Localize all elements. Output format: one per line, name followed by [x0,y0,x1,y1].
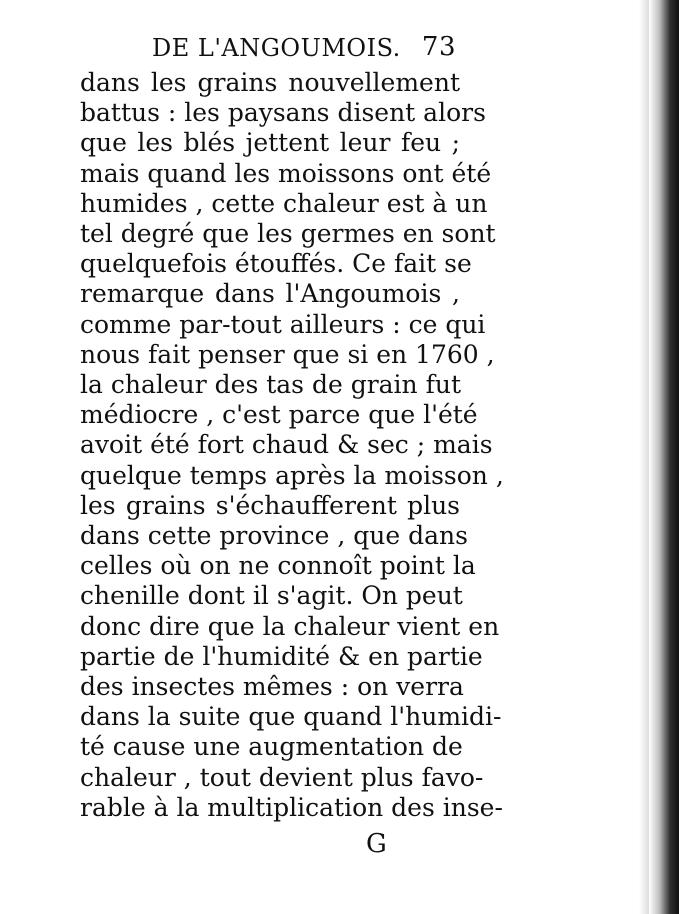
text-line: que les blés jettent leur feu ; [80,128,460,158]
text-line: chaleur , tout devient plus favo- [80,762,484,792]
text-line: médiocre , c'est parce que l'été [80,400,478,430]
page-edge [649,0,679,914]
text-line: mais quand les moissons ont été [80,158,492,188]
text-line: des insectes mêmes : on verra [80,672,464,702]
text-line: quelquefois étouffés. Ce fait se [80,249,472,279]
body-text [80,68,504,823]
text-line: rable à la multiplication des inse- [80,792,503,822]
running-title: DE L'ANGOUMOIS. [152,34,401,62]
signature-letter: G [366,829,387,860]
text-line: dans la suite que quand l'humidi- [80,702,502,732]
text-line: nous fait penser que si en 1760 , [80,339,495,369]
text-line: dans cette province , que dans [80,521,468,551]
text-line: tel degré que les germes en sont [80,219,496,249]
text-line: té cause une augmentation de [80,732,463,762]
text-line: avoit été fort chaud & sec ; mais [80,430,493,460]
text-line: donc dire que la chaleur vient en [80,611,500,641]
text-line: chenille dont il s'agit. On peut [80,581,463,611]
text-line: celles où on ne connoît point la [80,551,476,581]
text-line: humides , cette chaleur est à un [80,188,488,218]
text-line: les grains s'échaufferent plus [80,490,460,520]
text-line: partie de l'humidité & en partie [80,641,483,671]
page-number: 73 [421,32,456,62]
text-line: dans les grains nouvellement [80,68,460,97]
text-line: quelque temps après la moisson , [80,460,504,490]
text-line: la chaleur des tas de grain fut [80,370,461,400]
signature-mark [80,823,460,860]
text-block [80,30,504,860]
text-line: comme par-tout ailleurs : ce qui [80,309,486,339]
text-line: battus : les paysans disent alors [80,98,486,128]
running-head [80,30,460,68]
text-line: remarque dans l'Angoumois , [80,279,460,309]
